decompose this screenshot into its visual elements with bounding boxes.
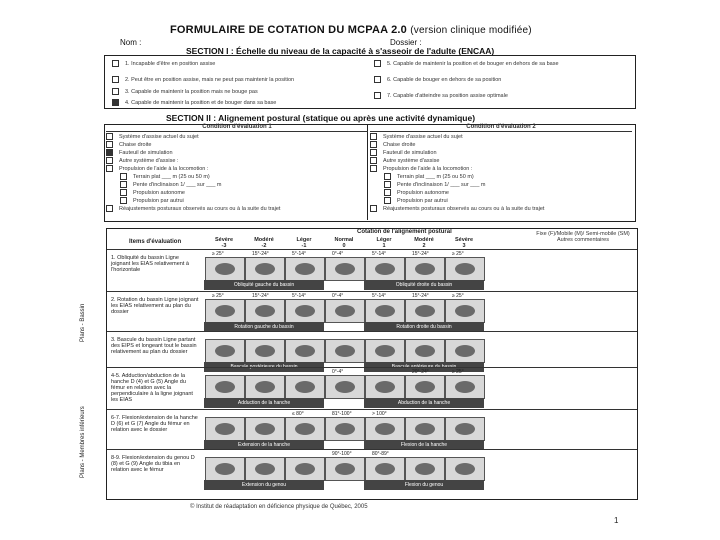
checkbox[interactable] (384, 181, 391, 188)
checkbox[interactable] (106, 141, 113, 148)
sec1-item-label: 1. Incapable d'être en position assise (125, 60, 216, 67)
sec2-row (106, 157, 368, 165)
sec2-row-label: Propulsion de l'aide à la locomotion : (119, 165, 209, 172)
sec2-row-label: Terrain plat ___ m (25 ou 50 m) (133, 173, 210, 180)
posture-figure (205, 299, 245, 323)
posture-figure-icon (335, 423, 355, 435)
posture-figure (365, 375, 405, 399)
posture-figure-icon (215, 381, 235, 393)
row-value: ≥ 25° (452, 251, 464, 257)
sec2-row (106, 189, 368, 197)
posture-figure-icon (415, 381, 435, 393)
checkbox[interactable] (120, 197, 127, 204)
sec2-row (106, 141, 368, 149)
posture-figure-icon (455, 423, 475, 435)
sec2-row (370, 197, 632, 205)
checkbox[interactable] (120, 173, 127, 180)
sec1-item-label: 6. Capable de bouger en dehors de sa position (387, 76, 502, 83)
posture-figure (405, 257, 445, 281)
posture-figure (365, 417, 405, 441)
posture-figure (405, 299, 445, 323)
checkbox[interactable] (374, 92, 381, 99)
posture-figure (205, 375, 245, 399)
posture-figure (245, 339, 285, 363)
checkbox[interactable] (120, 181, 127, 188)
checkbox[interactable] (106, 133, 113, 140)
row-divider (107, 331, 637, 332)
posture-figure-icon (295, 463, 315, 475)
posture-figure (285, 375, 325, 399)
sec1-item-label: 7. Capable d'atteindre sa position assise optimale (387, 92, 508, 99)
checkbox[interactable] (112, 88, 119, 95)
section2-col2 (370, 124, 632, 216)
grid-col-head (444, 237, 484, 249)
posture-figure (405, 375, 445, 399)
sec2-row (370, 133, 632, 141)
grid-col-label: Modéré (254, 237, 274, 243)
sec2-row-label: Pente d'inclinaison 1/ ___ sur ___ m (397, 181, 486, 188)
posture-figure (445, 257, 485, 281)
posture-figure-icon (255, 381, 275, 393)
posture-figure-icon (255, 305, 275, 317)
posture-figure (325, 299, 365, 323)
checkbox[interactable] (106, 149, 113, 156)
posture-figure-icon (295, 345, 315, 357)
grid-col-score: 0 (342, 243, 346, 249)
posture-figure (325, 417, 365, 441)
posture-figure (365, 299, 405, 323)
side-labels (78, 280, 100, 480)
sec2-row (370, 157, 632, 165)
sec2-row (106, 165, 368, 173)
posture-figure-icon (415, 345, 435, 357)
sec2-row-label: Chaise droite (119, 141, 152, 148)
row-band: Flexion de la hanche (364, 440, 484, 450)
row-value: 0°-4° (332, 369, 344, 375)
sec2-row (370, 189, 632, 197)
row-value: 15°-24° (412, 293, 429, 299)
sec1-item (374, 76, 501, 83)
posture-figure (285, 417, 325, 441)
posture-figure (365, 339, 405, 363)
page-number: 1 (614, 516, 619, 525)
posture-figure-icon (415, 263, 435, 275)
posture-figure-icon (215, 345, 235, 357)
row-value: 5°-14° (372, 251, 387, 257)
title-sub: (version clinique modifiée) (410, 25, 532, 36)
row-band: Flexion du genou (364, 480, 484, 490)
sec1-item (112, 76, 294, 83)
row-band: Adduction de la hanche (204, 398, 324, 408)
section1-heading: SECTION I : Échelle du niveau de la capacité à s'asseoir de l'adulte (ENCAA) (186, 46, 495, 56)
sec2-row-label: Propulsion autonome (133, 189, 185, 196)
posture-figure (405, 417, 445, 441)
grid-col-score: -1 (301, 243, 307, 249)
sec2-row (370, 173, 632, 181)
row-label: 6-7. Flexion/extension de la hanche D (6) et G (7) Angle du fémur en relation avec le dossier (111, 415, 198, 433)
row-value: 80°-89° (372, 451, 389, 457)
sec1-item-label: 5. Capable de maintenir la position et de bouger en dehors de sa base (387, 60, 559, 67)
section2-col1 (106, 124, 368, 216)
section2-heading: SECTION II : Alignement postural (statique ou après une activité dynamique) (166, 113, 476, 123)
posture-figure-icon (415, 305, 435, 317)
grid-col-label: Modéré (414, 237, 434, 243)
posture-figure-icon (375, 345, 395, 357)
footer-credit: © Institut de réadaptation en déficience physique de Québec, 2005 (190, 504, 368, 510)
posture-figure (445, 417, 485, 441)
row-divider (107, 367, 637, 368)
posture-figure-icon (215, 423, 235, 435)
posture-figure (445, 299, 485, 323)
row-value: 0°-4° (332, 251, 344, 257)
checkbox[interactable] (374, 60, 381, 67)
posture-figure (445, 457, 485, 481)
posture-figure (285, 257, 325, 281)
sec1-item (112, 88, 258, 95)
row-band: Extension du genou (204, 480, 324, 490)
posture-figure (245, 299, 285, 323)
posture-figure-icon (215, 263, 235, 275)
sec2-row-label: Réajustements posturaux observés au cours ou à la suite du trajet (383, 205, 545, 212)
posture-figure-icon (215, 463, 235, 475)
sec2-row-label: Pente d'inclinaison 1/ ___ sur ___ m (133, 181, 222, 188)
posture-figure-icon (295, 381, 315, 393)
posture-figure-icon (335, 381, 355, 393)
grid-col-head (244, 237, 284, 249)
grid-col-score: 2 (422, 243, 426, 249)
col1-head: Condition d'évaluation 1 (106, 124, 368, 132)
posture-figure (325, 457, 365, 481)
posture-figure-icon (455, 263, 475, 275)
sec2-row-label: Propulsion de l'aide à la locomotion : (383, 165, 473, 172)
posture-figure (325, 375, 365, 399)
sec2-row-label: Propulsion autonome (397, 189, 449, 196)
row-value: 0°-4° (332, 293, 344, 299)
row-value: ≥ 25° (452, 369, 464, 375)
sec2-row (370, 181, 632, 189)
row-divider (107, 409, 637, 410)
grid-col-label: Léger (376, 237, 392, 243)
checkbox[interactable] (384, 173, 391, 180)
row-value: ≤ 80° (292, 411, 304, 417)
grid-col-head (364, 237, 404, 249)
posture-figure (405, 339, 445, 363)
posture-figure (445, 375, 485, 399)
sec1-item (374, 92, 508, 99)
posture-figure-icon (335, 345, 355, 357)
alignment-grid (106, 228, 638, 500)
checkbox[interactable] (370, 141, 377, 148)
posture-figure (285, 339, 325, 363)
posture-figure (205, 417, 245, 441)
posture-figure-icon (415, 463, 435, 475)
sec2-row (370, 149, 632, 157)
posture-figure (445, 339, 485, 363)
checkbox[interactable] (112, 76, 119, 83)
row-value: > 100° (372, 411, 387, 417)
posture-figure (285, 457, 325, 481)
sec2-row (106, 205, 368, 213)
grid-items-heading: Items d'évaluation (129, 239, 182, 245)
checkbox[interactable] (370, 149, 377, 156)
grid-top-heading: Cotation de l'alignement postural (357, 229, 452, 235)
posture-figure-icon (455, 463, 475, 475)
row-label: 1. Obliquité du bassin Ligne joignant les EIAS relativement à l'horizontale (111, 255, 189, 273)
posture-figure (325, 257, 365, 281)
posture-figure-icon (375, 305, 395, 317)
row-value: 5°-14° (372, 293, 387, 299)
row-value: 90°-100° (332, 451, 352, 457)
posture-figure (365, 457, 405, 481)
sec1-item (374, 60, 559, 67)
sec2-row-label: Autre système d'assise (383, 157, 440, 164)
posture-figure-icon (375, 381, 395, 393)
posture-figure (205, 457, 245, 481)
row-value: 15°-24° (252, 293, 269, 299)
posture-figure (245, 417, 285, 441)
dossier-label: Dossier : (390, 38, 422, 47)
grid-col-score: -3 (221, 243, 227, 249)
grid-col-head (404, 237, 444, 249)
row-label: 4-5. Adduction/abduction de la hanche D (4) et G (5) Angle du fémur en relation avec la perpendiculaire à la ligne joignant les EIAS (111, 373, 193, 403)
side-label-bassin: Plans - Bassin (80, 303, 86, 342)
grid-col-label: Sévère (214, 237, 234, 243)
posture-figure (245, 257, 285, 281)
sec1-item-label: 3. Capable de maintenir la position mais ne bouge pas (125, 88, 258, 95)
grid-col-score: 1 (382, 243, 386, 249)
sec2-row-label: Réajustements posturaux observés au cours ou à la suite du trajet (119, 205, 281, 212)
grid-col-head (324, 237, 364, 249)
row-value: ≥ 25° (212, 293, 224, 299)
posture-figure (405, 457, 445, 481)
posture-figure-icon (335, 305, 355, 317)
checkbox[interactable] (370, 205, 377, 212)
grid-col-head (204, 237, 244, 249)
posture-figure (245, 375, 285, 399)
row-band: Rotation droite du bassin (364, 322, 484, 332)
checkbox[interactable] (370, 157, 377, 164)
row-value: 81°-100° (332, 411, 352, 417)
posture-figure (205, 339, 245, 363)
checkbox[interactable] (112, 60, 119, 67)
checkbox[interactable] (112, 99, 119, 106)
sec1-item (112, 60, 215, 67)
row-value: ≥ 25° (212, 251, 224, 257)
posture-figure-icon (215, 305, 235, 317)
nom-label: Nom : (120, 38, 142, 47)
sec2-row-label: Système d'assise actuel du sujet (383, 133, 463, 140)
sec2-row-label: Autre système d'assise : (119, 157, 179, 164)
checkbox[interactable] (370, 165, 377, 172)
posture-figure-icon (255, 463, 275, 475)
posture-figure (325, 339, 365, 363)
sec2-row-label: Propulsion par autrui (133, 197, 184, 204)
checkbox[interactable] (374, 76, 381, 83)
grid-col-score: -2 (261, 243, 267, 249)
row-divider (107, 249, 637, 250)
row-value: 5°-14° (292, 251, 307, 257)
sec2-row (106, 181, 368, 189)
row-value: ≥ 25° (452, 293, 464, 299)
grid-col-score: 3 (462, 243, 466, 249)
posture-figure-icon (375, 263, 395, 275)
checkbox[interactable] (384, 189, 391, 196)
row-band: Obliquité droite du bassin (364, 280, 484, 290)
sec1-item-label: 4. Capable de maintenir la position et de bouger dans sa base (125, 99, 277, 106)
posture-figure-icon (455, 345, 475, 357)
sec1-item-label: 2. Peut être en position assise, mais ne peut pas maintenir la position (125, 76, 295, 83)
posture-figure-icon (295, 423, 315, 435)
posture-figure-icon (455, 381, 475, 393)
row-band: Abduction de la hanche (364, 398, 484, 408)
grid-col-label: Normal (334, 237, 354, 243)
row-value: 15°-24° (412, 251, 429, 257)
posture-figure (285, 299, 325, 323)
posture-figure (205, 257, 245, 281)
row-divider (107, 449, 637, 450)
posture-figure-icon (335, 463, 355, 475)
posture-figure-icon (295, 305, 315, 317)
posture-figure-icon (295, 263, 315, 275)
row-value: 5°-14° (292, 293, 307, 299)
sec2-row-label: Propulsion par autrui (397, 197, 448, 204)
row-band: Rotation gauche du bassin (204, 322, 324, 332)
row-label: 3. Bascule du bassin Ligne partant des EIPS et longeant tout le bassin relativement au plan du dossier (111, 337, 197, 355)
col2-head: Condition d'évaluation 2 (370, 124, 632, 132)
checkbox[interactable] (370, 133, 377, 140)
posture-figure (245, 457, 285, 481)
sec2-row (106, 173, 368, 181)
sec2-row (106, 197, 368, 205)
sec2-row (370, 205, 632, 213)
posture-figure-icon (415, 423, 435, 435)
row-label: 2. Rotation du bassin Ligne joignant les EIAS relativement au plan du dossier (111, 297, 199, 315)
checkbox[interactable] (384, 197, 391, 204)
checkbox[interactable] (106, 165, 113, 172)
grid-col-label: Sévère (454, 237, 474, 243)
row-value: 20°-24° (412, 369, 429, 375)
grid-right-heading: Fixe (F)/Mobile (M)/ Semi-mobile (SM) Autres commentaires (536, 231, 630, 243)
posture-figure-icon (455, 305, 475, 317)
checkbox[interactable] (120, 189, 127, 196)
sec2-row (106, 133, 368, 141)
posture-figure-icon (335, 263, 355, 275)
title-main: FORMULAIRE DE COTATION DU MCPAA 2.0 (170, 24, 407, 36)
grid-col-head (284, 237, 324, 249)
posture-figure-icon (255, 345, 275, 357)
row-band: Obliquité gauche du bassin (204, 280, 324, 290)
sec2-row (106, 149, 368, 157)
row-divider (107, 291, 637, 292)
checkbox[interactable] (106, 205, 113, 212)
sec2-row (370, 141, 632, 149)
sec2-row-label: Terrain plat ___ m (25 ou 50 m) (397, 173, 474, 180)
sec2-row-label: Fauteuil de simulation (383, 149, 437, 156)
row-value: 15°-24° (252, 251, 269, 257)
checkbox[interactable] (106, 157, 113, 164)
sec2-row-label: Système d'assise actuel du sujet (119, 133, 199, 140)
grid-col-label: Léger (296, 237, 312, 243)
sec2-row-label: Chaise droite (383, 141, 416, 148)
sec2-row-label: Fauteuil de simulation (119, 149, 173, 156)
side-label-membres: Plans - Membres inférieurs (80, 406, 86, 478)
form-title (170, 24, 620, 36)
posture-figure-icon (255, 263, 275, 275)
row-label: 8-9. Flexion/extension du genou D (8) et G (9) Angle du tibia en relation avec le fémur (111, 455, 195, 473)
sec2-row (370, 165, 632, 173)
posture-figure-icon (255, 423, 275, 435)
sec1-item (112, 99, 276, 106)
posture-figure-icon (375, 423, 395, 435)
posture-figure-icon (375, 463, 395, 475)
row-band: Extension de la hanche (204, 440, 324, 450)
posture-figure (365, 257, 405, 281)
